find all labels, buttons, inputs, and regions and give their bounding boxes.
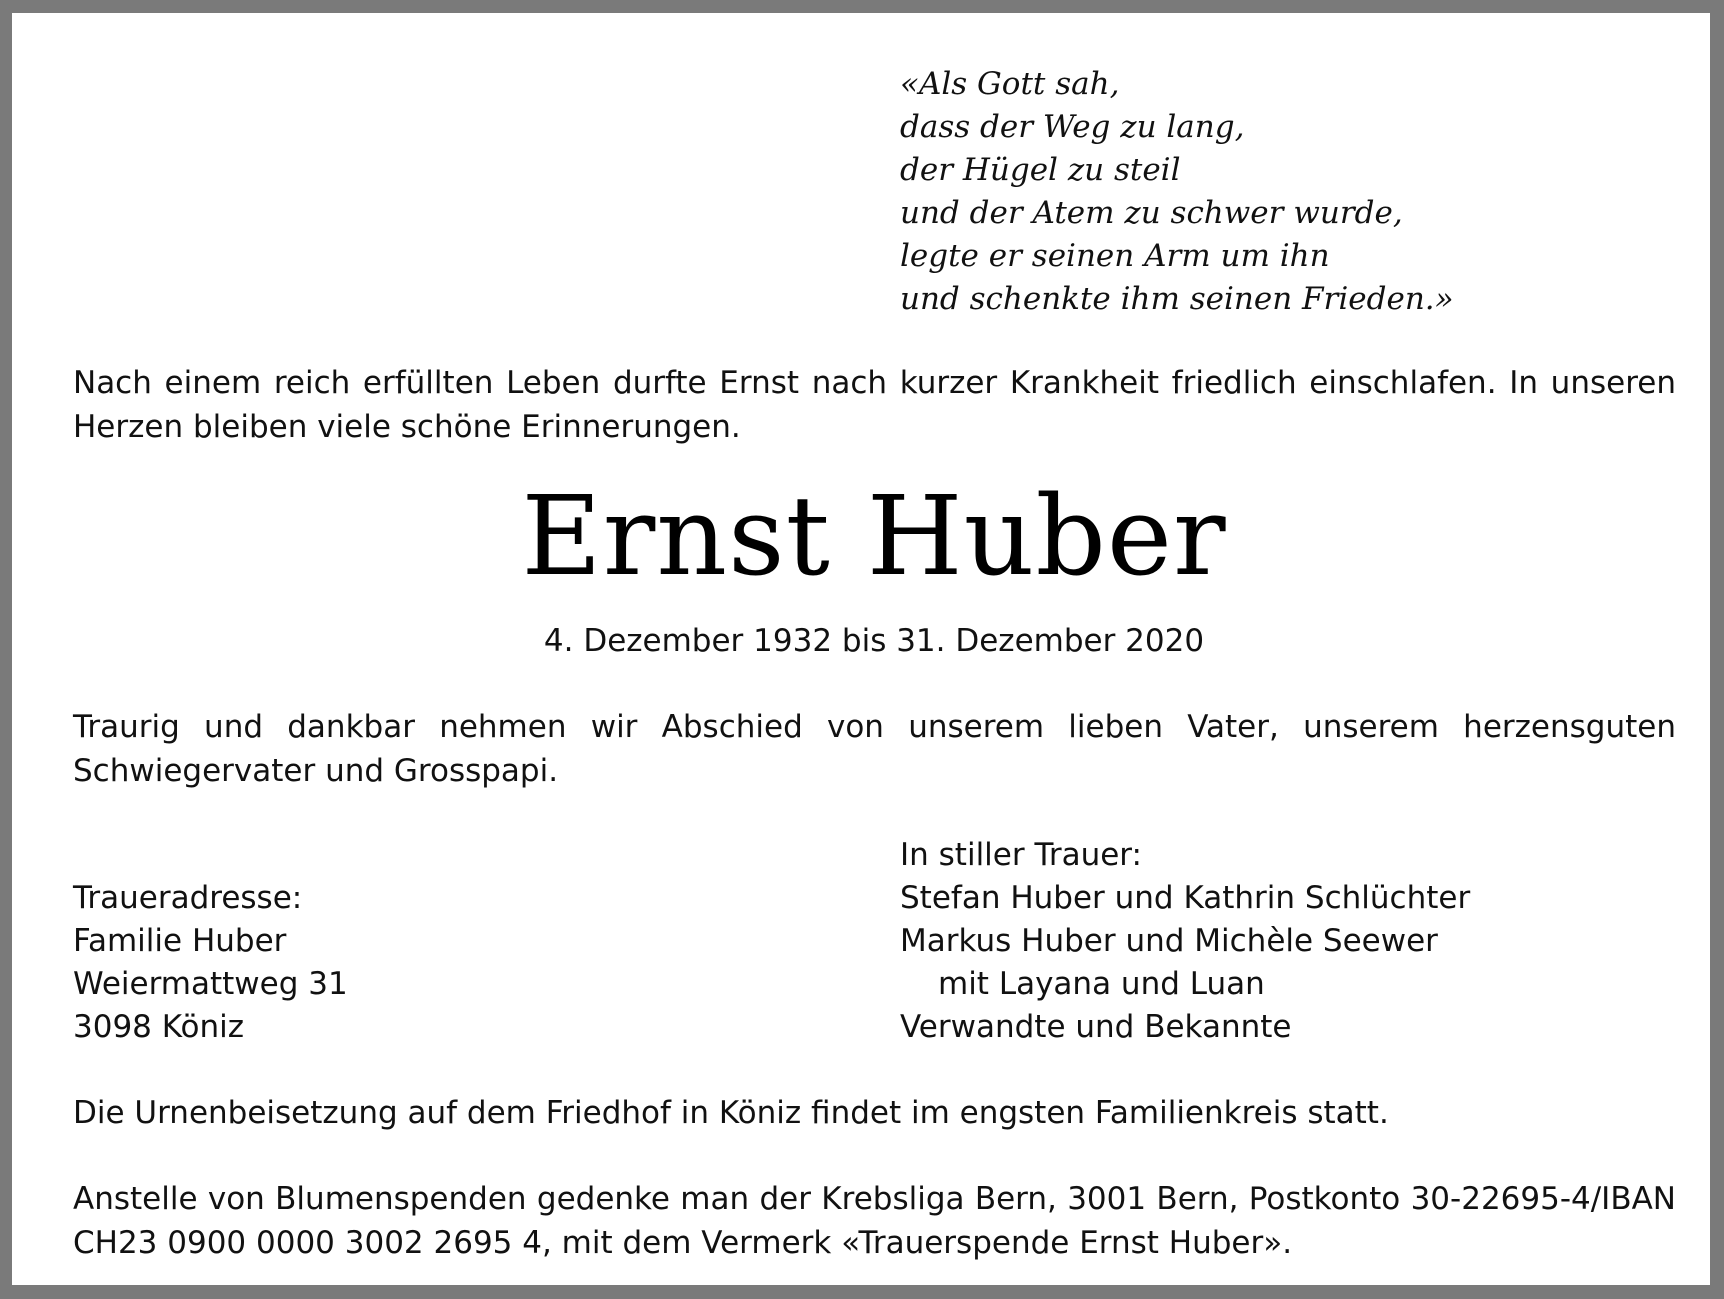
quote-line: dass der Weg zu lang, — [900, 109, 1245, 145]
mourning-address — [73, 877, 348, 1049]
address-line: Familie Huber — [73, 923, 287, 959]
farewell-paragraph: Traurig und dankbar nehmen wir Abschied von unserem lieben Vater, unserem herzensguten Schwiegervater und Grosspapi. — [73, 709, 1676, 789]
mourner-line: mit Layana und Luan — [938, 966, 1265, 1002]
mourners-list — [900, 834, 1470, 1049]
address-line: 3098 Köniz — [73, 1009, 245, 1045]
poem-quote — [900, 63, 1454, 321]
mourner-line: Verwandte und Bekannte — [900, 1009, 1292, 1045]
intro-paragraph: Nach einem reich erfüllten Leben durfte Ernst nach kurzer Krankheit friedlich einschlafen. In unseren Herzen bleiben viele schöne Erinnerungen. — [73, 365, 1676, 445]
address-line: Weiermattweg 31 — [73, 966, 348, 1002]
mourner-line: Stefan Huber und Kathrin Schlüchter — [900, 880, 1471, 916]
deceased-name: Ernst Huber — [521, 472, 1227, 600]
donation-notice: Anstelle von Blumenspenden gedenke man der Krebsliga Bern, 3001 Bern, Postkonto 30-22695-4/IBAN CH23 0900 0000 3002 2695 4, mit dem Vermerk «Trauerspende Ernst Huber». — [73, 1181, 1676, 1261]
burial-notice: Die Urnenbeisetzung auf dem Friedhof in Köniz findet im engsten Familienkreis statt. — [73, 1095, 1389, 1131]
quote-line: der Hügel zu steil — [900, 152, 1181, 188]
mourners-heading: In stiller Trauer: — [900, 837, 1142, 873]
quote-line: und der Atem zu schwer wurde, — [900, 195, 1403, 231]
mourner-line: Markus Huber und Michèle Seewer — [900, 923, 1438, 959]
quote-line: legte er seinen Arm um ihn — [900, 238, 1330, 274]
address-heading: Traueradresse: — [73, 880, 303, 916]
quote-line: «Als Gott sah, — [900, 66, 1120, 102]
quote-line: und schenkte ihm seinen Frieden.» — [900, 281, 1454, 317]
life-dates: 4. Dezember 1932 bis 31. Dezember 2020 — [543, 623, 1205, 659]
